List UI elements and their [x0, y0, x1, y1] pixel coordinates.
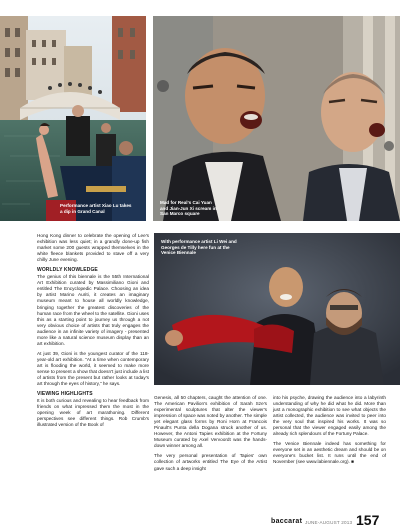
brand-wordmark: baccarat — [271, 518, 303, 525]
page-footer — [0, 512, 400, 532]
caption-line: San Marco square — [160, 211, 200, 217]
caption-grand-canal — [60, 203, 132, 214]
paragraph: It is both curious and revealing to hear feedback from friends on what impressed them the most in the opening week of art marathoning. Different perspectives see different things. Rob Crumb's illustrated version of the Book of — [37, 398, 149, 428]
paragraph: The Venice Biennale indeed has something for everyone set in an aesthetic dream and should be on everyone's bucket list. It runs until the end of November (see www.labiennale.org). ■ — [273, 441, 386, 465]
paragraph: Genesis, all 50 chapters, caught the attention of one. The American Pavilion's exhibition of Sarah Sze's experimental sculptures that alter the viewer's impression of space was noted by another. The simple yet elegant glass forms by Roni Horn at Francois Pinault's Punta della Dogana struck another of us. However, the Antoni Tapies exhibition at the Fortuny Museum curated by Axel Vervoordt was the hands-down winner among all. — [154, 395, 267, 449]
caption-mad-for-real — [160, 200, 217, 217]
paragraph: The very personal presentation of Tapies' own collection of artworks entitled The Eye of the Artist gave such a deep insight — [154, 453, 267, 471]
photo-li-wei — [154, 233, 400, 385]
photo-mad-for-real — [153, 16, 400, 221]
li-wei-scene — [154, 233, 400, 385]
paragraph: At just 39, Gioni is the youngest curator of the 118-year-old art exhibition. "At a time when contemporary art is flooding the world, it seemed to make more sense to present a show that doesn't just include a list of artists from the present but rather looks at today's art through the eyes of history," he says. — [37, 350, 149, 387]
caption-line: and Jian-Jun Xi scream in — [160, 205, 217, 211]
article-column-1 — [37, 233, 149, 432]
caption-line: a dip in Grand Canal — [60, 208, 105, 214]
photo-grand-canal — [0, 16, 146, 221]
caption-li-wei — [161, 239, 237, 256]
caption-line: With performance artist Li Wei and — [161, 239, 237, 244]
caption-line: Venice Biennale — [161, 250, 196, 256]
caption-line: Mad for Real's Cai Yuan — [160, 200, 212, 205]
section-heading: VIEWING HIGHLIGHTS — [37, 391, 93, 398]
article-column-3 — [273, 395, 386, 470]
section-heading: WORLDLY KNOWLEDGE — [37, 267, 98, 274]
screaming-men-scene — [153, 16, 400, 221]
caption-line: Performance artist Xiao Lu takes — [60, 203, 132, 208]
paragraph: Hong Kong dinner to celebrate the opening of Lee's exhibition was less quiet; in a grandly done-up fish market some 200 guests wrapped themselves in the white fleece blankets provided to stave off a very chilly June evening. — [37, 233, 149, 263]
issue-date: JUNE-AUGUST 2013 — [305, 519, 353, 525]
paragraph: into his psyche, drawing the audience into a labyrinth understanding of why he did what he did. More than just a monographic exhibition to see what objects the artist collected, the audience was invited to peer into the very soul that inspired his works. It was so personal that the viewer engaged easily among the already rich splendours of the Fortuny Palace. — [273, 395, 386, 437]
paragraph: The genius of this biennale is the 55th International Art Exhibition curated by Massimiliano Gioni and entitled The Encyclopedic Palace. Choosing an idea by artist Marino Auriti, it creates an imaginary museum meant to house all worldly knowledge, bringing together the greatest discoveries of the human race from the wheel to the satellite. Gioni uses this as a starting point to journey us through a not very obvious choice of artists that truly engages the audience in an infinite variety of imagery - presented more like a natural science museum display than an art exhibition. — [37, 274, 149, 346]
page-number: 157 — [356, 512, 380, 528]
article-column-2 — [154, 395, 267, 476]
caption-line: Georges de Tilly here fun at the — [161, 244, 230, 250]
grand-canal-scene — [0, 16, 146, 221]
